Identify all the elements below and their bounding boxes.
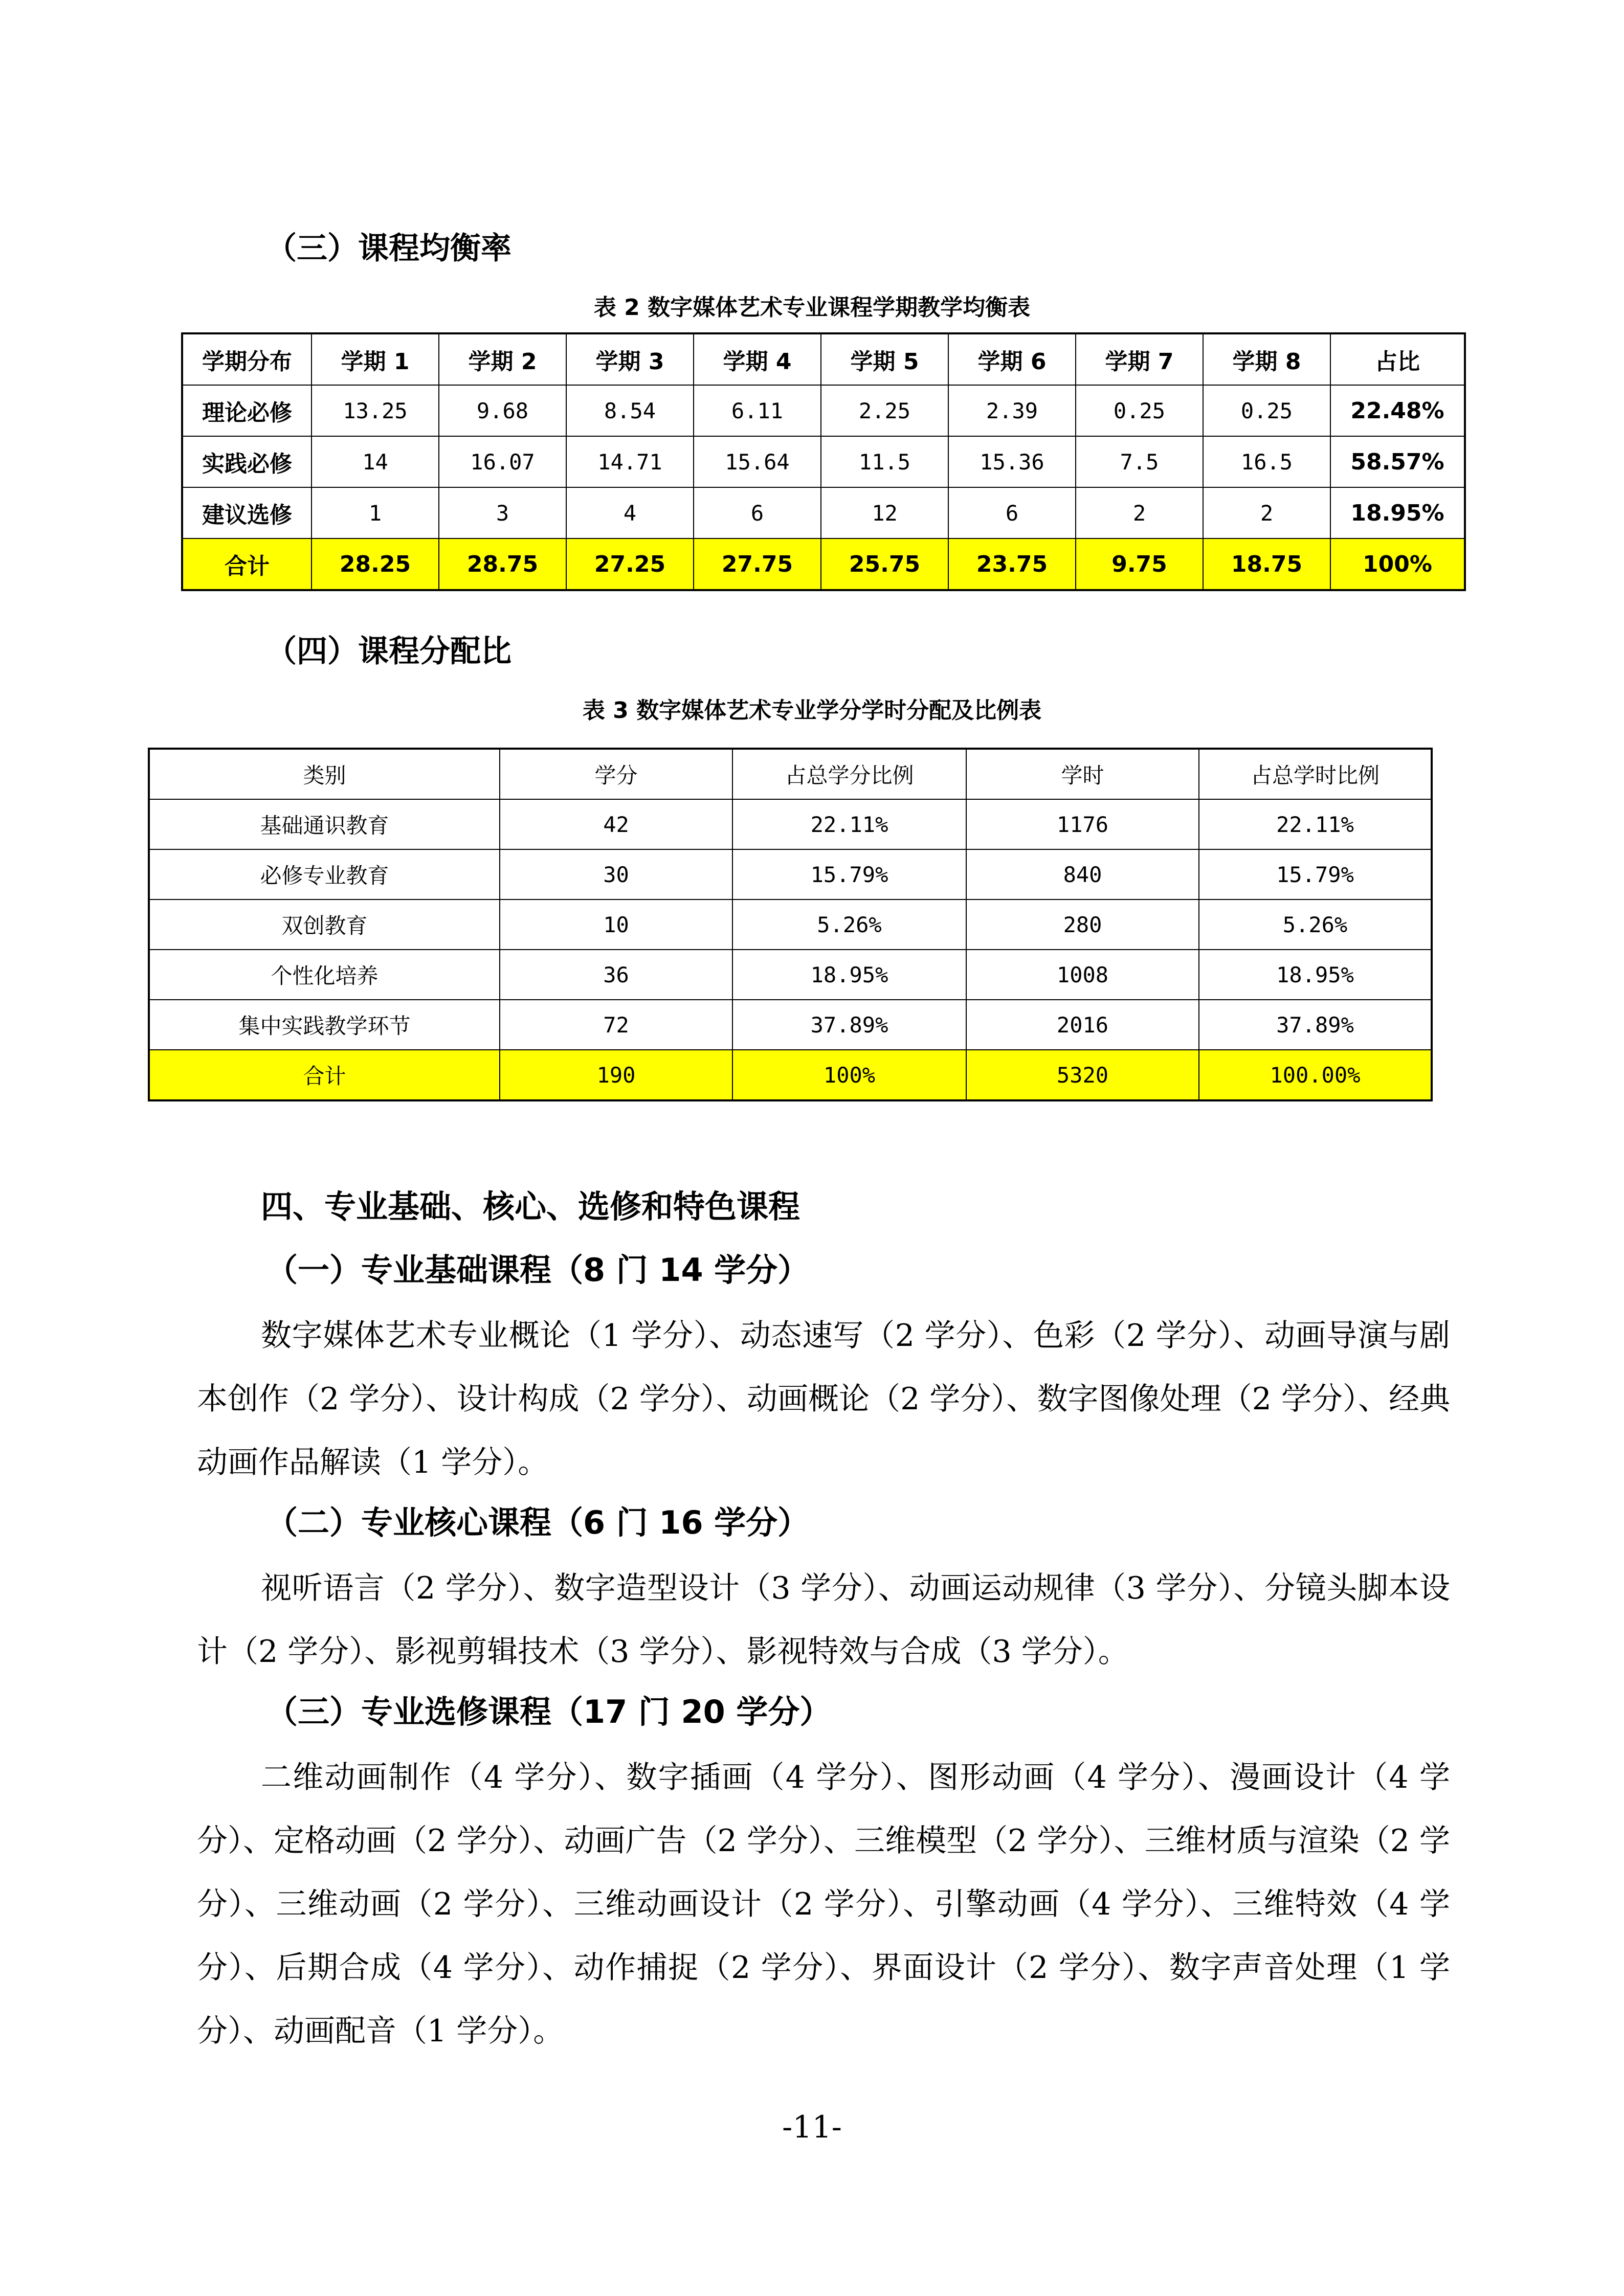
table-row xyxy=(182,385,1465,436)
total-cell: 25.75 xyxy=(821,538,948,590)
header-cell: 学时 xyxy=(966,749,1199,799)
table-row xyxy=(149,849,1432,899)
table-cell: 2.39 xyxy=(948,385,1076,436)
header-cell: 类别 xyxy=(149,749,500,799)
credit-hours-table xyxy=(148,748,1433,1101)
table-cell: 5.26% xyxy=(732,899,966,950)
table-row xyxy=(182,436,1465,487)
table-cell: 16.5 xyxy=(1203,436,1330,487)
header-cell: 学期 1 xyxy=(312,333,439,385)
table-cell: 22.11% xyxy=(732,799,966,849)
table-cell: 840 xyxy=(966,849,1199,899)
table-cell: 3 xyxy=(439,487,566,538)
table-cell: 2016 xyxy=(966,1000,1199,1050)
total-cell: 100% xyxy=(732,1050,966,1100)
table-cell: 15.36 xyxy=(948,436,1076,487)
table-cell: 双创教育 xyxy=(149,899,500,950)
table-cell: 15.79% xyxy=(732,849,966,899)
table-cell: 1176 xyxy=(966,799,1199,849)
page-number: -11- xyxy=(782,2109,842,2145)
table-cell: 72 xyxy=(500,1000,732,1050)
table-total-row xyxy=(182,538,1465,590)
row-label: 建议选修 xyxy=(182,487,312,538)
table-cell: 18.95% xyxy=(1199,950,1432,1000)
table-row xyxy=(149,1000,1432,1050)
header-cell: 学期分布 xyxy=(182,333,312,385)
table-cell: 0.25 xyxy=(1203,385,1330,436)
heading-core-courses: （二）专业核心课程（6 门 16 学分） xyxy=(266,1504,810,1541)
total-cell: 27.25 xyxy=(566,538,694,590)
table-cell: 1 xyxy=(312,487,439,538)
semester-balance-table xyxy=(181,332,1466,591)
table-cell: 6 xyxy=(694,487,821,538)
table-row xyxy=(149,950,1432,1000)
table3-caption: 表 3 数字媒体艺术专业学分学时分配及比例表 xyxy=(582,697,1042,724)
header-cell: 占比 xyxy=(1330,333,1465,385)
ratio-cell: 58.57% xyxy=(1330,436,1465,487)
table-cell: 22.11% xyxy=(1199,799,1432,849)
table-cell: 2.25 xyxy=(821,385,948,436)
heading-elective-courses: （三）专业选修课程（17 门 20 学分） xyxy=(266,1693,832,1730)
table-cell: 15.79% xyxy=(1199,849,1432,899)
heading-course-ratio: （四）课程分配比 xyxy=(266,634,511,669)
table-cell: 13.25 xyxy=(312,385,439,436)
header-cell: 学期 2 xyxy=(439,333,566,385)
table-header-row xyxy=(149,749,1432,799)
total-cell: 5320 xyxy=(966,1050,1199,1100)
total-cell: 9.75 xyxy=(1076,538,1203,590)
elective-courses-text: 二维动画制作（4 学分）、数字插画（4 学分）、图形动画（4 学分）、漫画设计（4 学分）、定格动画（2 学分）、动画广告（2 学分）、三维模型（2 学分）、三维材质与渲染（2 学分）、三维动画（2 学分）、三维动画设计（2 学分）、引擎动画（4 学分）、三维特效（4 学分）、后期合成（4 学分）、动作捕捉（2 学分）、界面设计（2 学分）、数字声音处理（1 学分）、动画配音（1 学分）。 xyxy=(197,1760,1450,2049)
heading-basic-courses: （一）专业基础课程（8 门 14 学分） xyxy=(266,1251,810,1289)
header-cell: 学期 8 xyxy=(1203,333,1330,385)
table2-caption: 表 2 数字媒体艺术专业课程学期教学均衡表 xyxy=(593,295,1031,321)
table-cell: 37.89% xyxy=(1199,1000,1432,1050)
table-cell: 集中实践教学环节 xyxy=(149,1000,500,1050)
table-cell: 280 xyxy=(966,899,1199,950)
header-cell: 占总学分比例 xyxy=(732,749,966,799)
table-cell: 5.26% xyxy=(1199,899,1432,950)
table-cell: 7.5 xyxy=(1076,436,1203,487)
table-cell: 11.5 xyxy=(821,436,948,487)
table-cell: 个性化培养 xyxy=(149,950,500,1000)
total-cell: 28.25 xyxy=(312,538,439,590)
table-row xyxy=(149,899,1432,950)
table-cell: 36 xyxy=(500,950,732,1000)
total-cell: 18.75 xyxy=(1203,538,1330,590)
table-cell: 0.25 xyxy=(1076,385,1203,436)
row-label: 实践必修 xyxy=(182,436,312,487)
header-cell: 学期 3 xyxy=(566,333,694,385)
total-cell: 190 xyxy=(500,1050,732,1100)
table-cell: 15.64 xyxy=(694,436,821,487)
heading-course-balance: （三）课程均衡率 xyxy=(266,231,511,266)
header-cell: 学期 4 xyxy=(694,333,821,385)
table-cell: 6.11 xyxy=(694,385,821,436)
total-label: 合计 xyxy=(182,538,312,590)
table-cell: 12 xyxy=(821,487,948,538)
total-label: 合计 xyxy=(149,1050,500,1100)
table-cell: 4 xyxy=(566,487,694,538)
header-cell: 学期 5 xyxy=(821,333,948,385)
table-cell: 14 xyxy=(312,436,439,487)
row-label: 理论必修 xyxy=(182,385,312,436)
core-courses-text: 视听语言（2 学分）、数字造型设计（3 学分）、动画运动规律（3 学分）、分镜头脚本设计（2 学分）、影视剪辑技术（3 学分）、影视特效与合成（3 学分）。 xyxy=(197,1570,1450,1670)
table-cell: 6 xyxy=(948,487,1076,538)
total-cell: 23.75 xyxy=(948,538,1076,590)
header-cell: 学期 7 xyxy=(1076,333,1203,385)
table-cell: 10 xyxy=(500,899,732,950)
ratio-cell: 22.48% xyxy=(1330,385,1465,436)
basic-courses-text: 数字媒体艺术专业概论（1 学分）、动态速写（2 学分）、色彩（2 学分）、动画导演与剧本创作（2 学分）、设计构成（2 学分）、动画概论（2 学分）、数字图像处理（2 学分）、经典动画作品解读（1 学分）。 xyxy=(197,1318,1450,1480)
table-cell: 37.89% xyxy=(732,1000,966,1050)
table-cell: 14.71 xyxy=(566,436,694,487)
table-cell: 必修专业教育 xyxy=(149,849,500,899)
total-ratio-cell: 100% xyxy=(1330,538,1465,590)
table-cell: 基础通识教育 xyxy=(149,799,500,849)
table-cell: 18.95% xyxy=(732,950,966,1000)
table-cell: 2 xyxy=(1203,487,1330,538)
table-cell: 1008 xyxy=(966,950,1199,1000)
table-row xyxy=(182,487,1465,538)
section-title: 四、专业基础、核心、选修和特色课程 xyxy=(261,1188,800,1225)
total-cell: 28.75 xyxy=(439,538,566,590)
header-cell: 占总学时比例 xyxy=(1199,749,1432,799)
table-cell: 2 xyxy=(1076,487,1203,538)
table-cell: 16.07 xyxy=(439,436,566,487)
header-cell: 学分 xyxy=(500,749,732,799)
table-total-row xyxy=(149,1050,1432,1100)
table-cell: 42 xyxy=(500,799,732,849)
ratio-cell: 18.95% xyxy=(1330,487,1465,538)
table-row xyxy=(149,799,1432,849)
table-cell: 30 xyxy=(500,849,732,899)
table-cell: 8.54 xyxy=(566,385,694,436)
total-cell: 27.75 xyxy=(694,538,821,590)
table-header-row xyxy=(182,333,1465,385)
table-cell: 9.68 xyxy=(439,385,566,436)
header-cell: 学期 6 xyxy=(948,333,1076,385)
total-cell: 100.00% xyxy=(1199,1050,1432,1100)
